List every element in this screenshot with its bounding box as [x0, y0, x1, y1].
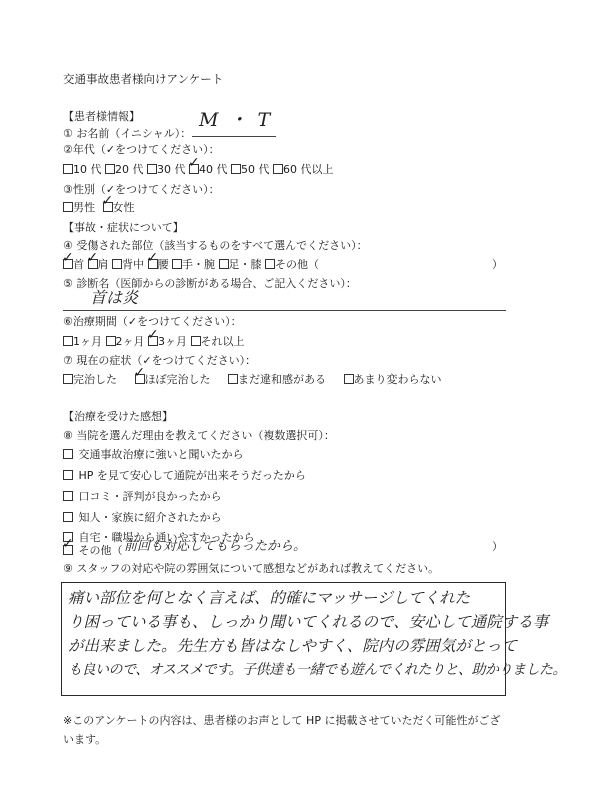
staff-label: ⑨ スタッフの対応や院の雰囲気について感想などがあれば教えてください。 [63, 562, 440, 575]
injury-other-close: ） [492, 258, 503, 271]
checkbox-icon[interactable] [344, 374, 354, 384]
reason-item[interactable] [63, 511, 222, 525]
comment-line: り困っている事も、しっかり聞いてくれるので、安心して通院する事 [68, 613, 549, 631]
age-option-label: 20 代 [115, 163, 144, 176]
checkbox-icon[interactable] [265, 259, 275, 269]
injury-label: ④ 受傷された部位（該当するものをすべて選んでください）： [63, 239, 368, 252]
age-option-label: 10 代 [73, 163, 102, 176]
reason-item-label: その他（ [78, 544, 123, 557]
symptom-option-label: ほぼ完治した [144, 373, 211, 386]
checkbox-icon[interactable] [63, 164, 73, 174]
page-title: 交通事故患者様向けアンケート [63, 72, 224, 86]
name-value[interactable]: M・T [199, 109, 281, 131]
age-option-label: 30 代 [157, 163, 186, 176]
reason-item[interactable] [63, 469, 306, 483]
symptom-option-cured[interactable] [63, 373, 117, 387]
diagnosis-value[interactable]: 首は炎 [90, 288, 139, 307]
section-header-patient-info: 【患者様情報】 [63, 110, 140, 123]
injury-option-label: 手・腕 [182, 258, 215, 271]
gender-option-label: 女性 [112, 201, 135, 214]
injury-option-label: その他（ [275, 258, 319, 271]
checkbox-icon[interactable] [63, 202, 73, 212]
injury-option-label: 首 [73, 258, 84, 271]
footer-note: います。 [63, 733, 107, 746]
checkbox-icon[interactable] [147, 164, 157, 174]
checkbox-icon[interactable] [191, 336, 201, 346]
checkbox-icon[interactable] [231, 164, 241, 174]
period-options [63, 335, 245, 349]
period-option-2m[interactable] [106, 335, 145, 349]
section-header-accident: 【事故・症状について】 [63, 221, 184, 234]
section-header-impressions: 【治療を受けた感想】 [63, 410, 173, 423]
age-option-label: 60 代以上 [283, 163, 334, 176]
age-option-50[interactable] [231, 163, 270, 177]
gender-options [63, 201, 135, 215]
reason-item-label: HP を見て安心して通院が出来そうだったから [78, 469, 306, 482]
checked-checkbox-icon[interactable] [148, 336, 158, 346]
symptom-label: ⑦ 現在の症状（✓をつけてください）： [63, 354, 257, 367]
reason-other-close: ） [492, 540, 503, 553]
checkbox-icon[interactable] [105, 164, 115, 174]
injury-option-neck[interactable] [63, 258, 84, 272]
checked-checkbox-icon[interactable] [63, 545, 73, 555]
symptom-option-almost[interactable] [135, 373, 211, 387]
checkbox-icon[interactable] [63, 374, 73, 384]
age-option-60[interactable] [273, 163, 334, 177]
symptom-option-discomfort[interactable] [228, 373, 326, 387]
checkbox-icon[interactable] [106, 336, 116, 346]
symptom-option-label: まだ違和感がある [238, 373, 326, 386]
reason-other-text[interactable]: 前回も対応してもらったから。 [124, 539, 307, 554]
reason-label: ⑧ 当院を選んだ理由を教えてください（複数選択可）： [63, 429, 335, 442]
gender-option-female[interactable] [103, 201, 135, 215]
period-option-1m[interactable] [63, 335, 102, 349]
age-option-label: 50 代 [241, 163, 270, 176]
symptom-option-label: あまり変わらない [353, 373, 442, 386]
age-option-label: 40 代 [199, 163, 228, 176]
injury-option-back[interactable] [112, 258, 144, 272]
injury-option-arm[interactable] [172, 258, 215, 272]
symptom-option-label: 完治した [73, 373, 117, 386]
checked-checkbox-icon[interactable] [189, 164, 199, 174]
period-option-label: それ以上 [200, 335, 245, 348]
checked-checkbox-icon[interactable] [63, 259, 73, 269]
name-underline [192, 136, 276, 137]
age-option-10[interactable] [63, 163, 102, 177]
injury-options [63, 258, 319, 272]
comment-line: 痛い部位を何となく言えば、的確にマッサージしてくれた [68, 589, 471, 607]
diagnosis-underline [63, 310, 506, 311]
period-option-more[interactable] [191, 335, 245, 349]
reason-item-label: 口コミ・評判が良かったから [78, 490, 222, 503]
reason-item-label: 知人・家族に紹介されたから [78, 511, 222, 524]
footer-note: ※このアンケートの内容は、患者様のお声として HP に掲載させていただく可能性がござ [63, 714, 501, 727]
checked-checkbox-icon[interactable] [135, 374, 145, 384]
age-options [63, 163, 334, 177]
checkbox-icon[interactable] [63, 491, 73, 501]
injury-option-leg[interactable] [219, 258, 262, 272]
checkbox-icon[interactable] [172, 259, 182, 269]
checkbox-icon[interactable] [63, 336, 73, 346]
reason-item-label: 自宅・職場から通いやすかったから [78, 531, 255, 544]
period-option-label: 2ヶ月 [115, 335, 145, 348]
reason-item-label: 交通事故治療に強いと聞いたから [78, 448, 244, 461]
symptom-option-unchanged[interactable] [344, 373, 442, 387]
checkbox-icon[interactable] [112, 259, 122, 269]
checkbox-icon[interactable] [228, 374, 238, 384]
checked-checkbox-icon[interactable] [103, 202, 113, 212]
diagnosis-label: ⑤ 診断名（医師からの診断がある場合、ご記入ください）： [63, 277, 357, 290]
injury-option-label: 背中 [122, 258, 144, 271]
injury-option-shoulder[interactable] [88, 258, 109, 272]
age-option-40[interactable] [189, 163, 228, 177]
age-option-20[interactable] [105, 163, 144, 177]
checkbox-icon[interactable] [273, 164, 283, 174]
age-label: ②年代（✓をつけてください）： [63, 143, 220, 156]
name-label: ① お名前（イニシャル）： [63, 127, 192, 140]
reason-item[interactable] [63, 448, 244, 462]
injury-option-label: 足・膝 [228, 258, 262, 271]
gender-option-male[interactable] [63, 201, 95, 215]
period-option-label: 1ヶ月 [73, 335, 102, 348]
period-label: ⑥治療期間（✓をつけてください）： [63, 315, 242, 328]
reason-item-other[interactable] [63, 544, 123, 558]
checkbox-icon[interactable] [63, 449, 73, 459]
period-option-label: 3ヶ月 [158, 335, 187, 348]
symptom-options [63, 373, 442, 387]
checkbox-icon[interactable] [63, 512, 73, 522]
injury-option-label: 腰 [157, 258, 169, 271]
gender-label: ③性別（✓をつけてください）： [63, 183, 220, 196]
checked-checkbox-icon[interactable] [148, 259, 158, 269]
checkbox-icon[interactable] [219, 259, 229, 269]
period-option-3m[interactable] [148, 335, 187, 349]
comment-line: が出来ました。先生方も皆はなしやすく、院内の雰囲気がとって [68, 637, 517, 655]
age-option-30[interactable] [147, 163, 186, 177]
gender-option-label: 男性 [73, 201, 95, 214]
reason-item[interactable] [63, 490, 222, 504]
comment-line: も良いので、オススメです。子供達も一緒でも遊んでくれたりと、助かりました。 [68, 662, 566, 678]
injury-option-other[interactable] [265, 258, 319, 272]
injury-option-waist[interactable] [148, 258, 169, 272]
checked-checkbox-icon[interactable] [88, 259, 98, 269]
injury-option-label: 肩 [97, 258, 109, 271]
checkbox-icon[interactable] [63, 470, 73, 480]
